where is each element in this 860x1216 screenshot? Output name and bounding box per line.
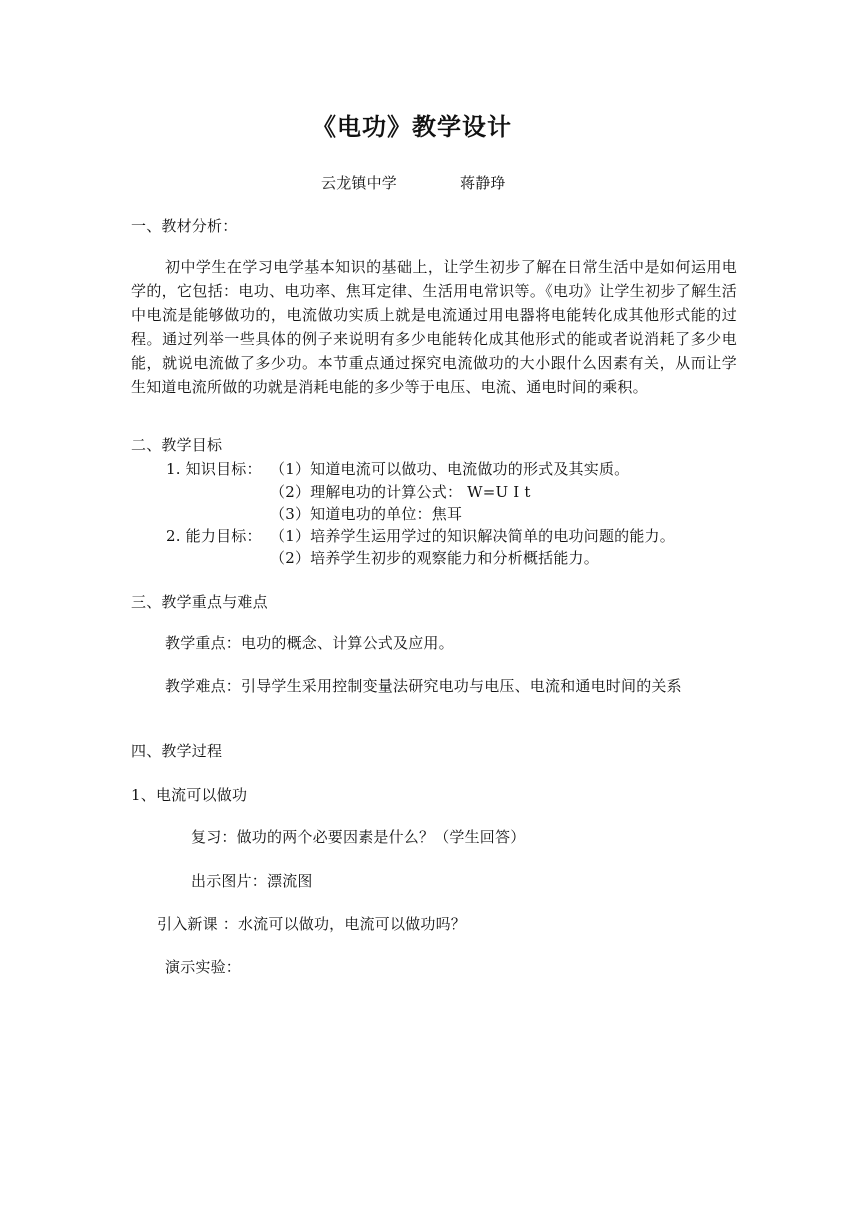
section-heading-goals: 二、教学目标 [131,436,223,454]
section-heading-process: 四、教学过程 [131,742,223,760]
goal-ability-label: 2. 能力目标： [166,527,262,545]
section-heading-materials: 一、教材分析： [131,217,238,235]
goal-knowledge-item: （2）理解电功的计算公式： W=U I t [270,483,531,501]
review-text: 复习：做功的两个必要因素是什么？（学生回答） [191,828,526,846]
demo-experiment-text: 演示实验： [165,958,242,976]
show-picture-text: 出示图片：漂流图 [191,872,313,890]
goal-knowledge-label: 1. 知识目标： [166,460,262,478]
goal-knowledge-item: （3）知道电功的单位：焦耳 [270,505,463,523]
new-lesson-text: 引入新课 ：水流可以做功，电流可以做功吗？ [157,915,466,933]
goal-ability-item: （2）培养学生初步的观察能力和分析概括能力。 [270,549,599,567]
goal-ability-item: （1）培养学生运用学过的知识解决简单的电功问题的能力。 [270,527,675,545]
document-title: 《电功》教学设计 [312,112,512,141]
difficulty-text: 教学难点：引导学生采用控制变量法研究电功与电压、电流和通电时间的关系 [165,677,682,695]
school-name: 云龙镇中学 [321,174,398,192]
key-point-text: 教学重点：电功的概念、计算公式及应用。 [165,634,454,652]
goal-knowledge-item: （1）知道电流可以做功、电流做功的形式及其实质。 [270,460,630,478]
materials-analysis-paragraph: 初中学生在学习电学基本知识的基础上，让学生初步了解在日常生活中是如何运用电学的，它包括：电功、电功率、焦耳定律、生活用电常识等。《电功》让学生初步了解生活中电流是能够做功的，电流做功实质上就是电流通过用电器将电能转化成其他形式能的过程。通过列举一些具体的例子来说明有多少电能转化成其他形式的能或者说消耗了多少电能，就说电流做了多少功。本节重点通过探究电流做功的大小跟什么因素有关，从而让学生知道电流所做的功就是消耗电能的多少等于电压、电流、通电时间的乘积。 [131,258,737,396]
section-heading-key-points: 三、教学重点与难点 [131,593,268,611]
author-name: 蒋静琤 [460,174,506,192]
subsection-current-does-work: 1、电流可以做功 [131,786,248,804]
